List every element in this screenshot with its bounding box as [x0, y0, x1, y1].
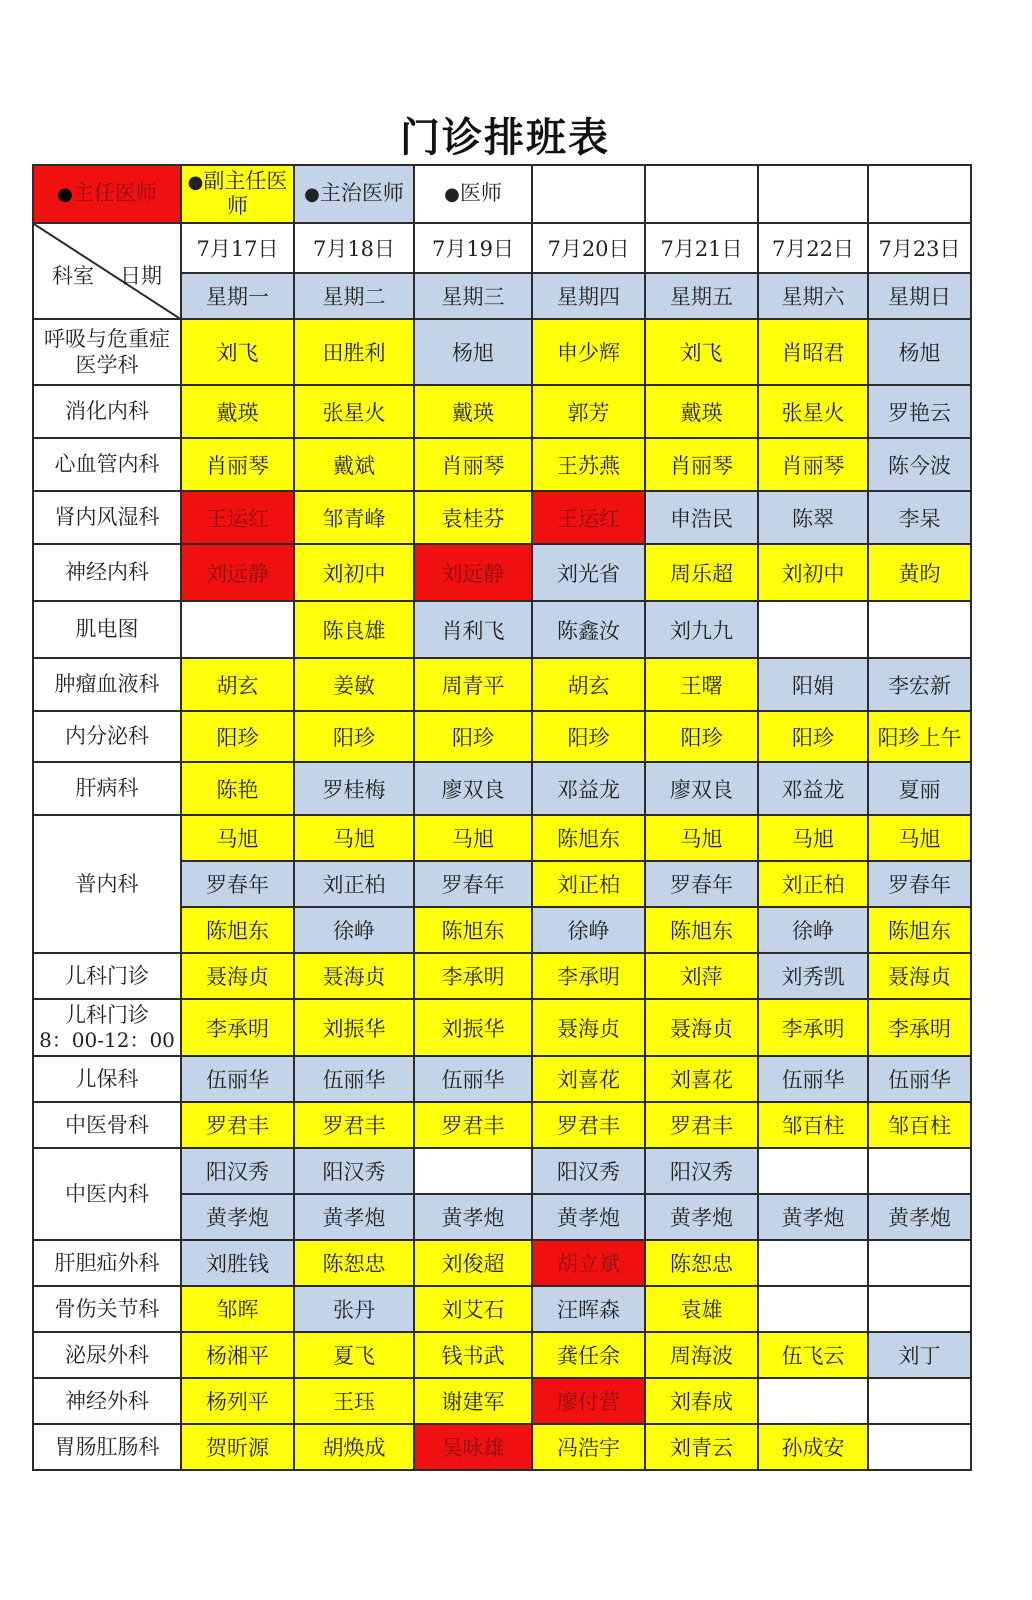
- doctor-cell: 伍丽华: [758, 1056, 868, 1102]
- doctor-cell: 黄孝炮: [414, 1194, 532, 1240]
- doctor-cell: 陈旭东: [414, 907, 532, 953]
- doctor-cell: 张星火: [758, 385, 868, 438]
- table-row: [33, 1424, 971, 1470]
- date-cell: 7月22日: [758, 223, 868, 273]
- department-name: 中医内科: [65, 1181, 149, 1206]
- doctor-cell: 夏飞: [294, 1332, 414, 1378]
- department-name: 消化内科: [65, 399, 149, 424]
- doctor-cell: 罗春年: [868, 861, 971, 907]
- table-row: [33, 601, 971, 658]
- doctor-cell: 刘艾石: [414, 1286, 532, 1332]
- doctor-cell: 戴瑛: [414, 385, 532, 438]
- doctor-cell: 罗艳云: [868, 385, 971, 438]
- legend-empty: [758, 165, 868, 223]
- table-row: [33, 762, 971, 815]
- legend-chief-label: 主任医师: [72, 181, 157, 206]
- department-hours: 8：00-12：00: [39, 1028, 175, 1053]
- doctor-cell: 罗春年: [645, 861, 758, 907]
- doctor-cell: 李承明: [868, 999, 971, 1056]
- doctor-cell: 罗君丰: [294, 1102, 414, 1148]
- doctor-cell: 杨列平: [181, 1378, 294, 1424]
- doctor-cell: 陈良雄: [294, 601, 414, 658]
- weekday-cell: 星期三: [414, 273, 532, 319]
- department-name: 心血管内科: [54, 452, 160, 477]
- legend-empty: [532, 165, 645, 223]
- doctor-cell: 杨湘平: [181, 1332, 294, 1378]
- department-name: 神经内科: [65, 560, 149, 585]
- doctor-cell: 戴斌: [294, 438, 414, 491]
- doctor-cell: 刘正柏: [758, 861, 868, 907]
- doctor-cell: 周海波: [645, 1332, 758, 1378]
- department-cell: [33, 1240, 181, 1286]
- corner-date-label: 日期: [120, 264, 162, 288]
- doctor-cell: 阳珍: [181, 711, 294, 762]
- table-row: [33, 658, 971, 711]
- doctor-cell: 刘喜花: [645, 1056, 758, 1102]
- doctor-cell: 马旭: [758, 815, 868, 861]
- department-name: 神经外科: [65, 1388, 149, 1413]
- doctor-cell: 陈艳: [181, 762, 294, 815]
- doctor-cell: 阳汉秀: [645, 1148, 758, 1194]
- doctor-cell: 周青平: [414, 658, 532, 711]
- doctor-cell: 肖昭君: [758, 319, 868, 385]
- doctor-cell: 阳珍上午: [868, 711, 971, 762]
- doctor-cell: 聂海贞: [294, 953, 414, 999]
- doctor-cell: 田胜利: [294, 319, 414, 385]
- department-name: 骨伤关节科: [54, 1296, 160, 1321]
- table-row: [33, 1240, 971, 1286]
- doctor-cell: 邹晖: [181, 1286, 294, 1332]
- table-row: [33, 385, 971, 438]
- doctor-cell: 刘正柏: [532, 861, 645, 907]
- table-row: [33, 319, 971, 385]
- doctor-cell: [868, 1286, 971, 1332]
- schedule-table: [32, 164, 972, 1471]
- doctor-cell: 陈旭东: [868, 907, 971, 953]
- doctor-cell: 贺昕源: [181, 1424, 294, 1470]
- doctor-cell: 聂海贞: [532, 999, 645, 1056]
- department-name: 儿科门诊: [65, 1002, 149, 1027]
- doctor-cell: 吴咏雄: [414, 1424, 532, 1470]
- doctor-cell: 刘俊超: [414, 1240, 532, 1286]
- department-name: 呼吸与危重症医学科: [44, 326, 170, 377]
- doctor-cell: [868, 601, 971, 658]
- doctor-cell: 黄孝炮: [181, 1194, 294, 1240]
- doctor-cell: 罗桂梅: [294, 762, 414, 815]
- doctor-cell: 伍丽华: [294, 1056, 414, 1102]
- doctor-cell: 刘正柏: [294, 861, 414, 907]
- doctor-cell: 戴瑛: [645, 385, 758, 438]
- bullet-icon: ●: [57, 184, 73, 206]
- corner-header: [33, 223, 181, 319]
- doctor-cell: 刘飞: [181, 319, 294, 385]
- page-title: 门诊排班表: [400, 115, 610, 161]
- department-name: 肾内风湿科: [54, 505, 160, 530]
- legend-empty: [868, 165, 971, 223]
- legend-attending-label: 主治医师: [319, 181, 404, 206]
- doctor-cell: 刘丁: [868, 1332, 971, 1378]
- doctor-cell: 胡玄: [532, 658, 645, 711]
- doctor-cell: 钱书武: [414, 1332, 532, 1378]
- doctor-cell: 阳珍: [414, 711, 532, 762]
- department-name: 普内科: [75, 871, 139, 896]
- doctor-cell: [758, 1148, 868, 1194]
- doctor-cell: 汪晖森: [532, 1286, 645, 1332]
- doctor-cell: [868, 1424, 971, 1470]
- legend-attending: [294, 165, 414, 223]
- doctor-cell: [414, 1148, 532, 1194]
- doctor-cell: [181, 601, 294, 658]
- table-row: [33, 438, 971, 491]
- doctor-cell: 徐峥: [532, 907, 645, 953]
- doctor-cell: 黄昀: [868, 544, 971, 601]
- doctor-cell: 李承明: [414, 953, 532, 999]
- table-row: [33, 815, 971, 861]
- doctor-cell: 马旭: [645, 815, 758, 861]
- doctor-cell: 陈旭东: [181, 907, 294, 953]
- doctor-cell: 周乐超: [645, 544, 758, 601]
- doctor-cell: 阳汉秀: [532, 1148, 645, 1194]
- doctor-cell: 肖丽琴: [645, 438, 758, 491]
- doctor-cell: 胡立斌: [532, 1240, 645, 1286]
- date-cell: 7月19日: [414, 223, 532, 273]
- doctor-cell: 阳珍: [758, 711, 868, 762]
- department-cell: [33, 1102, 181, 1148]
- doctor-cell: 阳珍: [645, 711, 758, 762]
- doctor-cell: [868, 1240, 971, 1286]
- doctor-cell: [868, 1148, 971, 1194]
- doctor-cell: 王苏燕: [532, 438, 645, 491]
- doctor-cell: 陈恕忠: [294, 1240, 414, 1286]
- department-cell: [33, 438, 181, 491]
- doctor-cell: 刘青云: [645, 1424, 758, 1470]
- department-cell: [33, 999, 181, 1056]
- department-cell: [33, 953, 181, 999]
- doctor-cell: 王运红: [532, 491, 645, 544]
- doctor-cell: 王珏: [294, 1378, 414, 1424]
- date-cell: 7月18日: [294, 223, 414, 273]
- doctor-cell: 陈恕忠: [645, 1240, 758, 1286]
- legend-row: [33, 165, 971, 223]
- legend-doctor-label: 医师: [459, 181, 502, 206]
- doctor-cell: 刘喜花: [532, 1056, 645, 1102]
- doctor-cell: 罗春年: [181, 861, 294, 907]
- department-name: 肌电图: [75, 617, 139, 642]
- doctor-cell: 廖付营: [532, 1378, 645, 1424]
- doctor-cell: 杨旭: [868, 319, 971, 385]
- doctor-cell: 姜敏: [294, 658, 414, 711]
- doctor-cell: 李承明: [532, 953, 645, 999]
- doctor-cell: 陈旭东: [645, 907, 758, 953]
- doctor-cell: 伍丽华: [868, 1056, 971, 1102]
- table-row: [33, 491, 971, 544]
- department-cell: [33, 491, 181, 544]
- weekday-cell: 星期日: [868, 273, 971, 319]
- date-row: [33, 223, 971, 273]
- doctor-cell: 黄孝炮: [758, 1194, 868, 1240]
- table-row: [33, 544, 971, 601]
- corner-dept-label: 科室: [52, 264, 94, 288]
- department-cell: [33, 601, 181, 658]
- doctor-cell: 刘萍: [645, 953, 758, 999]
- doctor-cell: 郭芳: [532, 385, 645, 438]
- doctor-cell: 刘远静: [181, 544, 294, 601]
- doctor-cell: 罗春年: [414, 861, 532, 907]
- doctor-cell: [758, 1378, 868, 1424]
- table-row: [33, 1148, 971, 1194]
- date-cell: 7月21日: [645, 223, 758, 273]
- doctor-cell: 廖双良: [414, 762, 532, 815]
- bullet-icon: ●: [444, 184, 460, 206]
- legend-deputy: [181, 165, 294, 223]
- doctor-cell: 夏丽: [868, 762, 971, 815]
- doctor-cell: 刘胜钱: [181, 1240, 294, 1286]
- doctor-cell: [868, 1378, 971, 1424]
- doctor-cell: 刘飞: [645, 319, 758, 385]
- doctor-cell: 王运红: [181, 491, 294, 544]
- doctor-cell: 徐峥: [294, 907, 414, 953]
- doctor-cell: 阳汉秀: [294, 1148, 414, 1194]
- doctor-cell: [758, 601, 868, 658]
- department-cell: [33, 762, 181, 815]
- department-name: 儿科门诊: [65, 963, 149, 988]
- doctor-cell: 刘九九: [645, 601, 758, 658]
- department-name: 泌尿外科: [65, 1342, 149, 1367]
- doctor-cell: 伍飞云: [758, 1332, 868, 1378]
- doctor-cell: 李杲: [868, 491, 971, 544]
- department-cell: [33, 711, 181, 762]
- department-cell: [33, 1056, 181, 1102]
- doctor-cell: 申浩民: [645, 491, 758, 544]
- doctor-cell: 黄孝炮: [532, 1194, 645, 1240]
- doctor-cell: 龚任余: [532, 1332, 645, 1378]
- doctor-cell: 肖丽琴: [758, 438, 868, 491]
- doctor-cell: 罗君丰: [181, 1102, 294, 1148]
- doctor-cell: 黄孝炮: [645, 1194, 758, 1240]
- date-cell: 7月23日: [868, 223, 971, 273]
- doctor-cell: 黄孝炮: [868, 1194, 971, 1240]
- doctor-cell: [758, 1240, 868, 1286]
- doctor-cell: 刘振华: [414, 999, 532, 1056]
- doctor-cell: 戴瑛: [181, 385, 294, 438]
- weekday-cell: 星期六: [758, 273, 868, 319]
- legend-empty: [645, 165, 758, 223]
- doctor-cell: 刘振华: [294, 999, 414, 1056]
- department-name: 肝胆疝外科: [54, 1250, 160, 1275]
- doctor-cell: 杨旭: [414, 319, 532, 385]
- doctor-cell: 罗君丰: [645, 1102, 758, 1148]
- doctor-cell: 申少辉: [532, 319, 645, 385]
- doctor-cell: 刘初中: [758, 544, 868, 601]
- doctor-cell: 孙成安: [758, 1424, 868, 1470]
- department-cell: [33, 1332, 181, 1378]
- weekday-cell: 星期四: [532, 273, 645, 319]
- doctor-cell: 刘春成: [645, 1378, 758, 1424]
- doctor-cell: 李承明: [758, 999, 868, 1056]
- department-cell: [33, 815, 181, 953]
- doctor-cell: 陈翠: [758, 491, 868, 544]
- doctor-cell: 袁桂芬: [414, 491, 532, 544]
- doctor-cell: 刘远静: [414, 544, 532, 601]
- bullet-icon: ●: [187, 171, 204, 193]
- weekday-cell: 星期五: [645, 273, 758, 319]
- doctor-cell: 肖丽琴: [181, 438, 294, 491]
- department-cell: [33, 1378, 181, 1424]
- date-cell: 7月17日: [181, 223, 294, 273]
- doctor-cell: 李宏新: [868, 658, 971, 711]
- department-cell: [33, 1424, 181, 1470]
- doctor-cell: 罗君丰: [414, 1102, 532, 1148]
- doctor-cell: 胡玄: [181, 658, 294, 711]
- doctor-cell: 冯浩宇: [532, 1424, 645, 1470]
- doctor-cell: 陈今波: [868, 438, 971, 491]
- department-name: 儿保科: [75, 1066, 139, 1091]
- doctor-cell: 胡焕成: [294, 1424, 414, 1470]
- table-row: [33, 1056, 971, 1102]
- weekday-cell: 星期二: [294, 273, 414, 319]
- date-cell: 7月20日: [532, 223, 645, 273]
- department-name: 肿瘤血液科: [54, 672, 160, 697]
- doctor-cell: 聂海贞: [181, 953, 294, 999]
- department-cell: [33, 385, 181, 438]
- table-row: [33, 1332, 971, 1378]
- department-cell: [33, 1148, 181, 1240]
- doctor-cell: 马旭: [181, 815, 294, 861]
- doctor-cell: 刘光省: [532, 544, 645, 601]
- doctor-cell: 陈鑫汝: [532, 601, 645, 658]
- legend-chief: [33, 165, 181, 223]
- doctor-cell: 马旭: [294, 815, 414, 861]
- doctor-cell: 张丹: [294, 1286, 414, 1332]
- doctor-cell: 阳娟: [758, 658, 868, 711]
- doctor-cell: 马旭: [868, 815, 971, 861]
- table-row: [33, 711, 971, 762]
- doctor-cell: 李承明: [181, 999, 294, 1056]
- doctor-cell: 伍丽华: [414, 1056, 532, 1102]
- department-cell: [33, 544, 181, 601]
- doctor-cell: 邹百柱: [868, 1102, 971, 1148]
- doctor-cell: 肖丽琴: [414, 438, 532, 491]
- doctor-cell: 刘秀凯: [758, 953, 868, 999]
- doctor-cell: 阳珍: [532, 711, 645, 762]
- bullet-icon: ●: [304, 184, 320, 206]
- department-name: 中医骨科: [65, 1112, 149, 1137]
- department-cell: [33, 658, 181, 711]
- doctor-cell: 聂海贞: [645, 999, 758, 1056]
- doctor-cell: 邓益龙: [758, 762, 868, 815]
- doctor-cell: 廖双良: [645, 762, 758, 815]
- doctor-cell: 罗君丰: [532, 1102, 645, 1148]
- table-row: [33, 1286, 971, 1332]
- table-row: [33, 1102, 971, 1148]
- doctor-cell: 聂海贞: [868, 953, 971, 999]
- doctor-cell: 肖利飞: [414, 601, 532, 658]
- department-name: 肝病科: [75, 776, 139, 801]
- department-cell: [33, 319, 181, 385]
- doctor-cell: [758, 1286, 868, 1332]
- doctor-cell: 谢建军: [414, 1378, 532, 1424]
- department-cell: [33, 1286, 181, 1332]
- doctor-cell: 张星火: [294, 385, 414, 438]
- department-name: 胃肠肛肠科: [54, 1434, 160, 1459]
- doctor-cell: 马旭: [414, 815, 532, 861]
- doctor-cell: 黄孝炮: [294, 1194, 414, 1240]
- table-row: [33, 999, 971, 1056]
- doctor-cell: 徐峥: [758, 907, 868, 953]
- doctor-cell: 邓益龙: [532, 762, 645, 815]
- doctor-cell: 刘初中: [294, 544, 414, 601]
- table-row: [33, 953, 971, 999]
- doctor-cell: 阳汉秀: [181, 1148, 294, 1194]
- doctor-cell: 王曙: [645, 658, 758, 711]
- table-row: [33, 1378, 971, 1424]
- doctor-cell: 袁雄: [645, 1286, 758, 1332]
- department-name: 内分泌科: [65, 724, 149, 749]
- doctor-cell: 邹百柱: [758, 1102, 868, 1148]
- doctor-cell: 阳珍: [294, 711, 414, 762]
- doctor-cell: 陈旭东: [532, 815, 645, 861]
- legend-doctor: [414, 165, 532, 223]
- weekday-cell: 星期一: [181, 273, 294, 319]
- legend-deputy-label: 副主任医师: [203, 168, 288, 218]
- doctor-cell: 伍丽华: [181, 1056, 294, 1102]
- doctor-cell: 邹青峰: [294, 491, 414, 544]
